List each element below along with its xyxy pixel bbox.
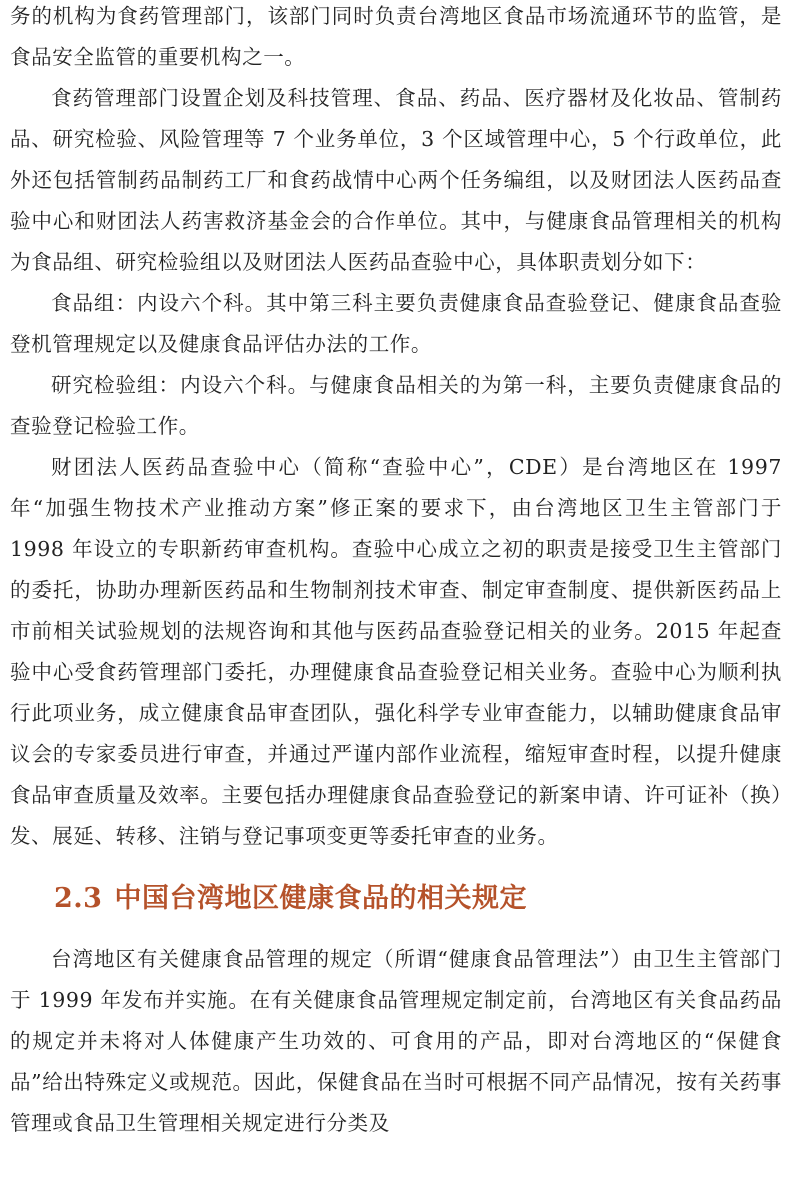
paragraph-1: 务的机构为食药管理部门，该部门同时负责台湾地区食品市场流通环节的监管，是食品安全监管的重要机构之一。: [10, 4, 782, 69]
paragraph-4: 研究检验组：内设六个科。与健康食品相关的为第一科，主要负责健康食品的查验登记检验工作。: [10, 373, 782, 438]
paragraph-3: 食品组：内设六个科。其中第三科主要负责健康食品查验登记、健康食品查验登机管理规定以及健康食品评估办法的工作。: [10, 291, 782, 356]
paragraph-2: 食药管理部门设置企划及科技管理、食品、药品、医疗器材及化妆品、管制药品、研究检验、风险管理等 7 个业务单位，3 个区域管理中心，5 个行政单位，此外还包括管制药品制药工厂和食药战情中心两个任务编组，以及财团法人医药品查验中心和财团法人药害救济基金会的合作单位。其中，与健康食品管理相关的机构为食品组、研究检验组以及财团法人医药品查验中心，具体职责划分如下：: [10, 86, 782, 274]
paragraph-5: 财团法人医药品查验中心（简称“查验中心”，CDE）是台湾地区在 1997 年“加强生物技术产业推动方案”修正案的要求下，由台湾地区卫生主管部门于 1998 年设立的专职新药审查机构。查验中心成立之初的职责是接受卫生主管部门的委托，协助办理新医药品和生物制剂技术审查、制定审查制度、提供新医药品上市前相关试验规划的法规咨询和其他与医药品查验登记相关的业务。2015 年起查验中心受食药管理部门委托，办理健康食品查验登记相关业务。查验中心为顺利执行此项业务，成立健康食品审查团队，强化科学专业审查能力，以辅助健康食品审议会的专家委员进行审查，并通过严谨内部作业流程，缩短审查时程，以提升健康食品审查质量及效率。主要包括办理健康食品查验登记的新案申请、许可证补（换）发、展延、转移、注销与登记事项变更等委托审查的业务。: [10, 455, 782, 848]
paragraph-6: 台湾地区有关健康食品管理的规定（所谓“健康食品管理法”）由卫生主管部门于 1999 年发布并实施。在有关健康食品管理规定制定前，台湾地区有关食品药品的规定并未将对人体健康产生功效的、可食用的产品，即对台湾地区的“保健食品”给出特殊定义或规范。因此，保健食品在当时可根据不同产品情况，按有关药事管理或食品卫生管理相关规定进行分类及: [10, 947, 782, 1135]
section-number: 2.3: [54, 883, 103, 914]
section-title: 中国台湾地区健康食品的相关规定: [114, 883, 527, 914]
section-heading: [10, 877, 782, 921]
